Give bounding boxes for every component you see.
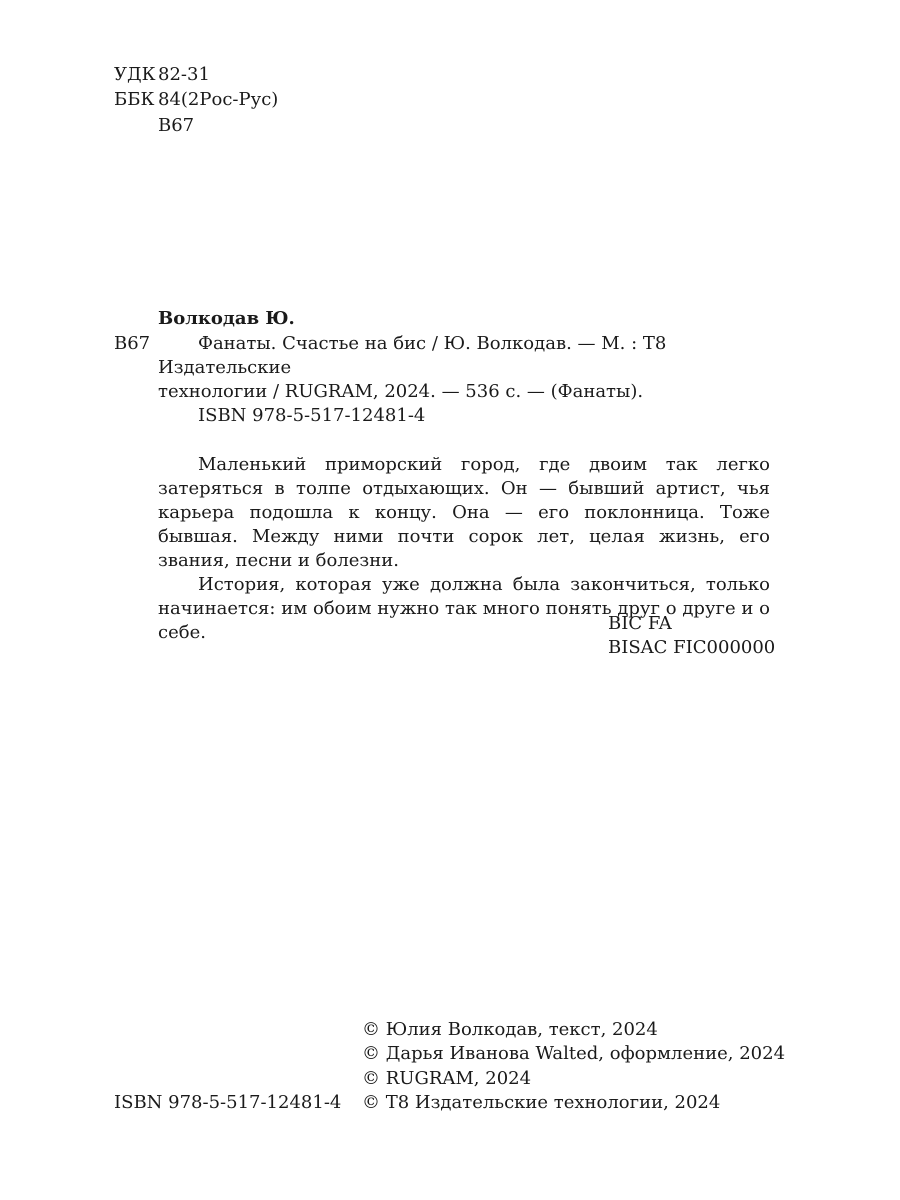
isbn-bottom: ISBN 978-5-517-12481-4 — [114, 1092, 342, 1113]
copyright-line: © Т8 Издательские технологии, 2024 — [362, 1092, 721, 1113]
author-name: Волкодав Ю. — [158, 308, 295, 329]
copyright-line: © Юлия Волкодав, текст, 2024 — [362, 1019, 658, 1040]
catalog-code: В67 — [114, 333, 151, 354]
udk-value: 82-31 — [158, 64, 210, 85]
udk-label: УДК — [114, 64, 156, 85]
isbn-top: ISBN 978-5-517-12481-4 — [198, 405, 426, 426]
description-line-2: технологии / RUGRAM, 2024. — 536 с. — (Фанаты). — [158, 381, 644, 402]
bic-code: BIC FA — [608, 613, 672, 634]
copyright-line: © RUGRAM, 2024 — [362, 1068, 532, 1089]
annotation-paragraph-2: История, которая уже должна была закончиться, только начинается: им обоим нужно так много понять друг о друге и о себе. — [158, 574, 770, 643]
author-mark: В67 — [158, 115, 195, 136]
copyright-line: © Дарья Иванова Walted, оформление, 2024 — [362, 1043, 786, 1064]
bbk-label: ББК — [114, 89, 155, 110]
annotation-paragraph-1: Маленький приморский город, где двоим так легко затеряться в толпе отдыхающих. Он — бывший артист, чья карьера подошла к концу. Она — его поклонница. Тоже бывшая. Между ними почти сорок лет, целая жизнь, его звания, песни и болезни. — [158, 454, 770, 571]
description-line-1: Фанаты. Счастье на бис / Ю. Волкодав. — М. : Т8 Издательские — [158, 333, 667, 378]
bbk-value: 84(2Рос-Рус) — [158, 89, 279, 110]
bibliographic-description — [158, 332, 770, 404]
annotation — [158, 453, 770, 645]
bisac-code: BISAC FIC000000 — [608, 637, 776, 658]
